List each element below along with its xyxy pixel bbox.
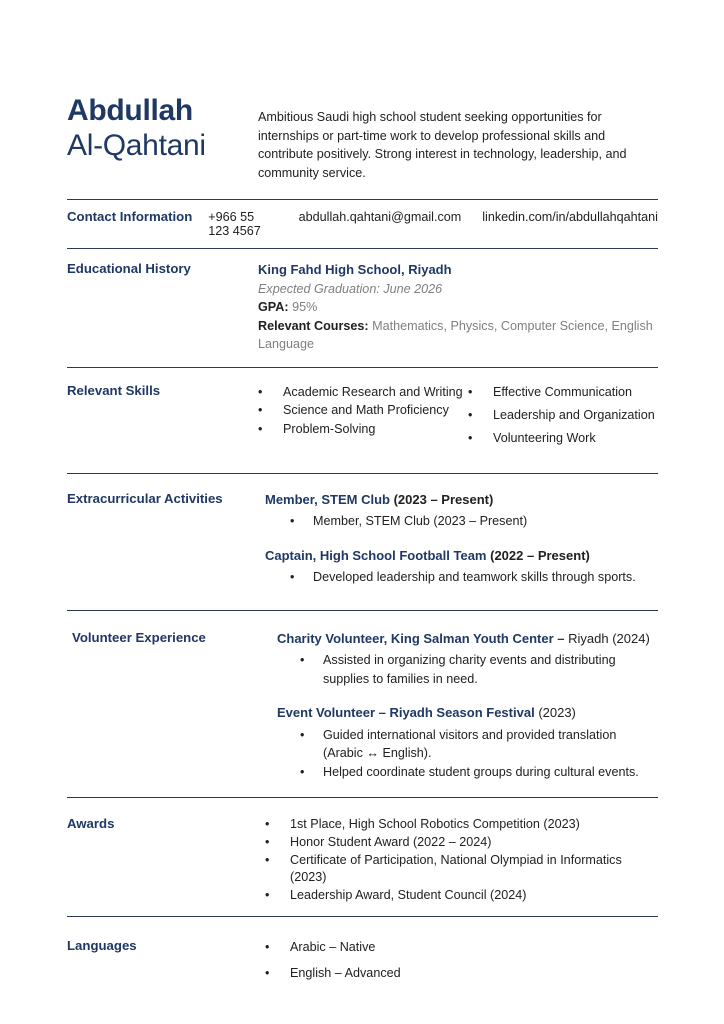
- gpa-value: 95%: [292, 300, 318, 315]
- award-label: Certificate of Participation, National Olympiad in Informatics (2023): [290, 852, 622, 885]
- activity-date: (2023 – Present): [393, 491, 494, 507]
- bullet-icon: •: [265, 887, 270, 902]
- award-label: Leadership Award, Student Council (2024): [290, 887, 527, 902]
- skills-column-1: [258, 383, 468, 452]
- bullet-icon: •: [300, 653, 305, 668]
- bullet-icon: •: [290, 514, 295, 529]
- graduation-date: Expected Graduation: June 2026: [258, 281, 443, 296]
- activity-date: (2022 – Present): [490, 547, 590, 563]
- education-content: [258, 261, 658, 354]
- candidate-first-name: Abdullah: [67, 94, 193, 127]
- candidate-last-name: Al-Qahtani: [67, 129, 206, 162]
- list-item: [300, 763, 658, 782]
- volunteer-entry: [277, 704, 658, 781]
- language-label: Arabic – Native: [290, 940, 376, 955]
- skill-label: Problem-Solving: [283, 421, 376, 436]
- activity-bullets: [265, 512, 658, 531]
- language-label: English – Advanced: [290, 965, 401, 980]
- bullet-icon: •: [265, 965, 270, 980]
- list-item: [300, 651, 658, 688]
- list-item: [265, 964, 658, 983]
- bullet-icon: •: [258, 384, 263, 399]
- activity-bullets: [265, 568, 658, 587]
- bullet-icon: •: [265, 940, 270, 955]
- volunteer-title-line: [277, 630, 658, 649]
- bullet-icon: •: [258, 421, 263, 436]
- skills-section: [67, 368, 658, 474]
- list-item: [265, 816, 658, 834]
- volunteer-detail: Assisted in organizing charity events and distributing supplies to families in need.: [323, 653, 616, 686]
- bullet-icon: •: [265, 852, 270, 867]
- volunteer-content: [263, 630, 658, 782]
- list-item: [265, 834, 658, 852]
- education-section-label: Educational History: [67, 261, 191, 277]
- bullet-icon: •: [265, 834, 270, 849]
- volunteer-bullets: [277, 651, 658, 688]
- list-item: [468, 406, 658, 425]
- volunteer-detail: Helped coordinate student groups during cultural events.: [323, 764, 639, 779]
- skill-label: Science and Math Proficiency: [283, 403, 449, 418]
- list-item: [265, 887, 658, 905]
- volunteer-section: [67, 611, 658, 799]
- volunteer-section-label: Volunteer Experience: [72, 629, 206, 645]
- bullet-icon: •: [468, 384, 473, 399]
- bullet-icon: •: [258, 403, 263, 418]
- volunteer-bullets: [277, 726, 658, 782]
- activity-title-line: [265, 547, 658, 566]
- courses-line: [258, 317, 658, 354]
- bullet-icon: •: [290, 570, 295, 585]
- languages-section: [67, 917, 658, 989]
- volunteer-title: Charity Volunteer, King Salman Youth Center –: [277, 630, 565, 646]
- awards-content: [258, 816, 658, 904]
- languages-section-label: Languages: [67, 938, 137, 954]
- phone-number: +966 55 123 4567: [208, 210, 261, 239]
- skills-content: [258, 383, 658, 452]
- list-item: [258, 420, 468, 439]
- gpa-label: GPA:: [258, 300, 289, 315]
- extracurricular-section: [67, 474, 658, 611]
- email-address: abdullah.qahtani@gmail.com: [298, 210, 462, 225]
- school-name: King Fahd High School, Riyadh: [258, 262, 452, 278]
- courses-label: Relevant Courses:: [258, 318, 369, 333]
- skills-section-label: Relevant Skills: [67, 382, 161, 398]
- skill-label: Academic Research and Writing: [283, 384, 463, 399]
- skill-label: Volunteering Work: [493, 430, 596, 445]
- bullet-icon: •: [468, 430, 473, 445]
- education-section: [67, 249, 658, 368]
- volunteer-detail: Guided international visitors and provided translation (Arabic ↔ English).: [323, 727, 617, 761]
- award-label: 1st Place, High School Robotics Competition (2023): [290, 817, 580, 832]
- summary-text: Ambitious Saudi high school student seeking opportunities for internships or part-time work to develop professional skills and contribute positively. Strong interest in technology, leadership, and community service.: [258, 110, 627, 180]
- extracurricular-section-label: Extracurricular Activities: [67, 490, 223, 506]
- skill-label: Leadership and Organization: [493, 407, 655, 422]
- list-item: [468, 429, 658, 448]
- languages-content: [258, 938, 658, 989]
- courses-value: Mathematics, Physics, Computer Science, English Language: [258, 318, 653, 352]
- bullet-icon: •: [300, 764, 305, 779]
- resume-header: [67, 93, 658, 182]
- list-item: [258, 383, 468, 402]
- activity-detail: Developed leadership and teamwork skills through sports.: [313, 570, 636, 585]
- contact-values: [208, 210, 658, 238]
- activity-entry: [265, 491, 658, 531]
- volunteer-title-line: [277, 704, 658, 723]
- contact-section: [67, 200, 658, 248]
- extracurricular-content: [258, 491, 658, 587]
- list-item: [468, 383, 658, 402]
- gpa-line: [258, 298, 658, 317]
- list-item: [265, 938, 658, 957]
- bullet-icon: •: [265, 817, 270, 832]
- activity-title: Member, STEM Club: [265, 491, 390, 507]
- list-item: [258, 401, 468, 420]
- list-item: [265, 852, 658, 887]
- awards-section-label: Awards: [67, 816, 115, 832]
- list-item: [300, 726, 658, 763]
- volunteer-date: Riyadh (2024): [568, 630, 650, 646]
- skill-label: Effective Communication: [493, 384, 633, 399]
- candidate-name: [67, 93, 258, 182]
- award-label: Honor Student Award (2022 – 2024): [290, 834, 492, 849]
- activity-title: Captain, High School Football Team: [265, 547, 487, 563]
- activity-detail: Member, STEM Club (2023 – Present): [313, 514, 528, 529]
- activity-title-line: [265, 491, 658, 510]
- skills-column-2: [468, 383, 658, 452]
- bullet-icon: •: [468, 407, 473, 422]
- awards-section: [67, 798, 658, 917]
- volunteer-entry: [277, 630, 658, 689]
- volunteer-date: (2023): [538, 705, 576, 721]
- linkedin-url: linkedin.com/in/abdullahqahtani: [482, 210, 658, 225]
- list-item: [290, 568, 658, 587]
- activity-entry: [265, 547, 658, 587]
- list-item: [290, 512, 658, 531]
- volunteer-title: Event Volunteer – Riyadh Season Festival: [277, 705, 535, 721]
- bullet-icon: •: [300, 727, 305, 742]
- contact-section-label: Contact Information: [67, 209, 193, 225]
